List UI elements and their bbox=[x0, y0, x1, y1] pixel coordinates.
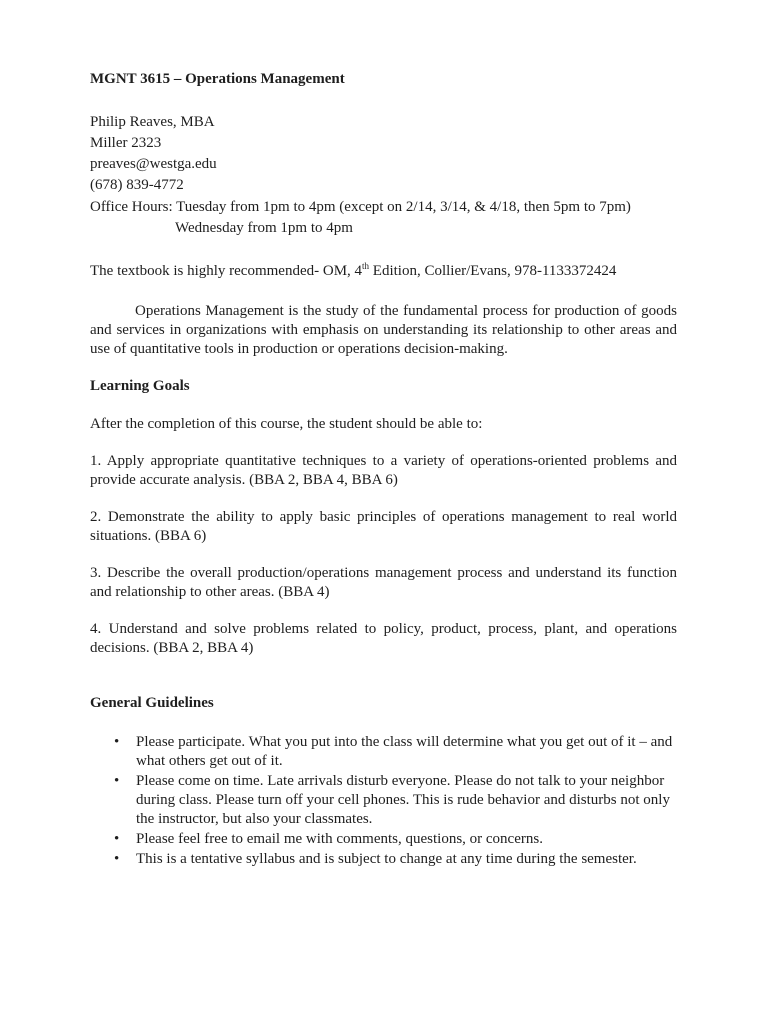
learning-goals-intro: After the completion of this course, the student should be able to: bbox=[90, 416, 483, 432]
guideline-text: This is a tentative syllabus and is subject to change at any time during the semester. bbox=[136, 851, 637, 867]
learning-goal-3: 3. Describe the overall production/operations management process and understand its function and relationship to other areas. (BBA 4) bbox=[90, 565, 677, 600]
textbook-line bbox=[90, 261, 616, 281]
instructor-name: Philip Reaves, MBA bbox=[90, 114, 215, 130]
bullet-icon: • bbox=[114, 851, 120, 867]
guideline-text: Please feel free to email me with comments, questions, or concerns. bbox=[136, 831, 543, 847]
learning-goals-heading: Learning Goals bbox=[90, 378, 190, 394]
list-item bbox=[90, 830, 680, 849]
guideline-text: Please participate. What you put into the class will determine what you get out of it – and what others get out of it. bbox=[136, 734, 673, 769]
instructor-phone: (678) 839-4772 bbox=[90, 177, 184, 193]
bullet-icon: • bbox=[114, 773, 120, 789]
office-hours-line-2: Wednesday from 1pm to 4pm bbox=[175, 220, 353, 236]
textbook-edition-superscript: th bbox=[362, 261, 370, 271]
course-title: MGNT 3615 – Operations Management bbox=[90, 71, 345, 87]
textbook-prefix: The textbook is highly recommended- OM, 4 bbox=[90, 263, 363, 279]
guideline-text: Please come on time. Late arrivals disturb everyone. Please do not talk to your neighbor during class. Please turn off your cell phones. This is rude behavior and disturbs not only the instructor, but also your classmates. bbox=[136, 773, 670, 827]
bullet-icon: • bbox=[114, 831, 120, 847]
general-guidelines-heading: General Guidelines bbox=[90, 695, 214, 711]
textbook-suffix: Edition, Collier/Evans, 978-1133372424 bbox=[369, 263, 617, 279]
instructor-email: preaves@westga.edu bbox=[90, 156, 217, 172]
list-item bbox=[90, 733, 680, 771]
learning-goal-2: 2. Demonstrate the ability to apply basic principles of operations management to real world situations. (BBA 6) bbox=[90, 509, 677, 544]
office-hours-line-1: Office Hours: Tuesday from 1pm to 4pm (except on 2/14, 3/14, & 4/18, then 5pm to 7pm) bbox=[90, 199, 631, 215]
guidelines-list bbox=[90, 733, 680, 870]
course-description: Operations Management is the study of the fundamental process for production of goods and services in organizations with emphasis on understanding its relationship to other areas and use of quantitative tools in production or operations decision-making. bbox=[90, 303, 677, 357]
list-item bbox=[90, 772, 680, 829]
bullet-icon: • bbox=[114, 734, 120, 750]
learning-goal-4: 4. Understand and solve problems related to policy, product, process, plant, and operations decisions. (BBA 2, BBA 4) bbox=[90, 621, 677, 656]
learning-goal-1: 1. Apply appropriate quantitative techniques to a variety of operations-oriented problems and provide accurate analysis. (BBA 2, BBA 4, BBA 6) bbox=[90, 453, 677, 488]
instructor-office: Miller 2323 bbox=[90, 135, 162, 151]
list-item bbox=[90, 850, 680, 869]
